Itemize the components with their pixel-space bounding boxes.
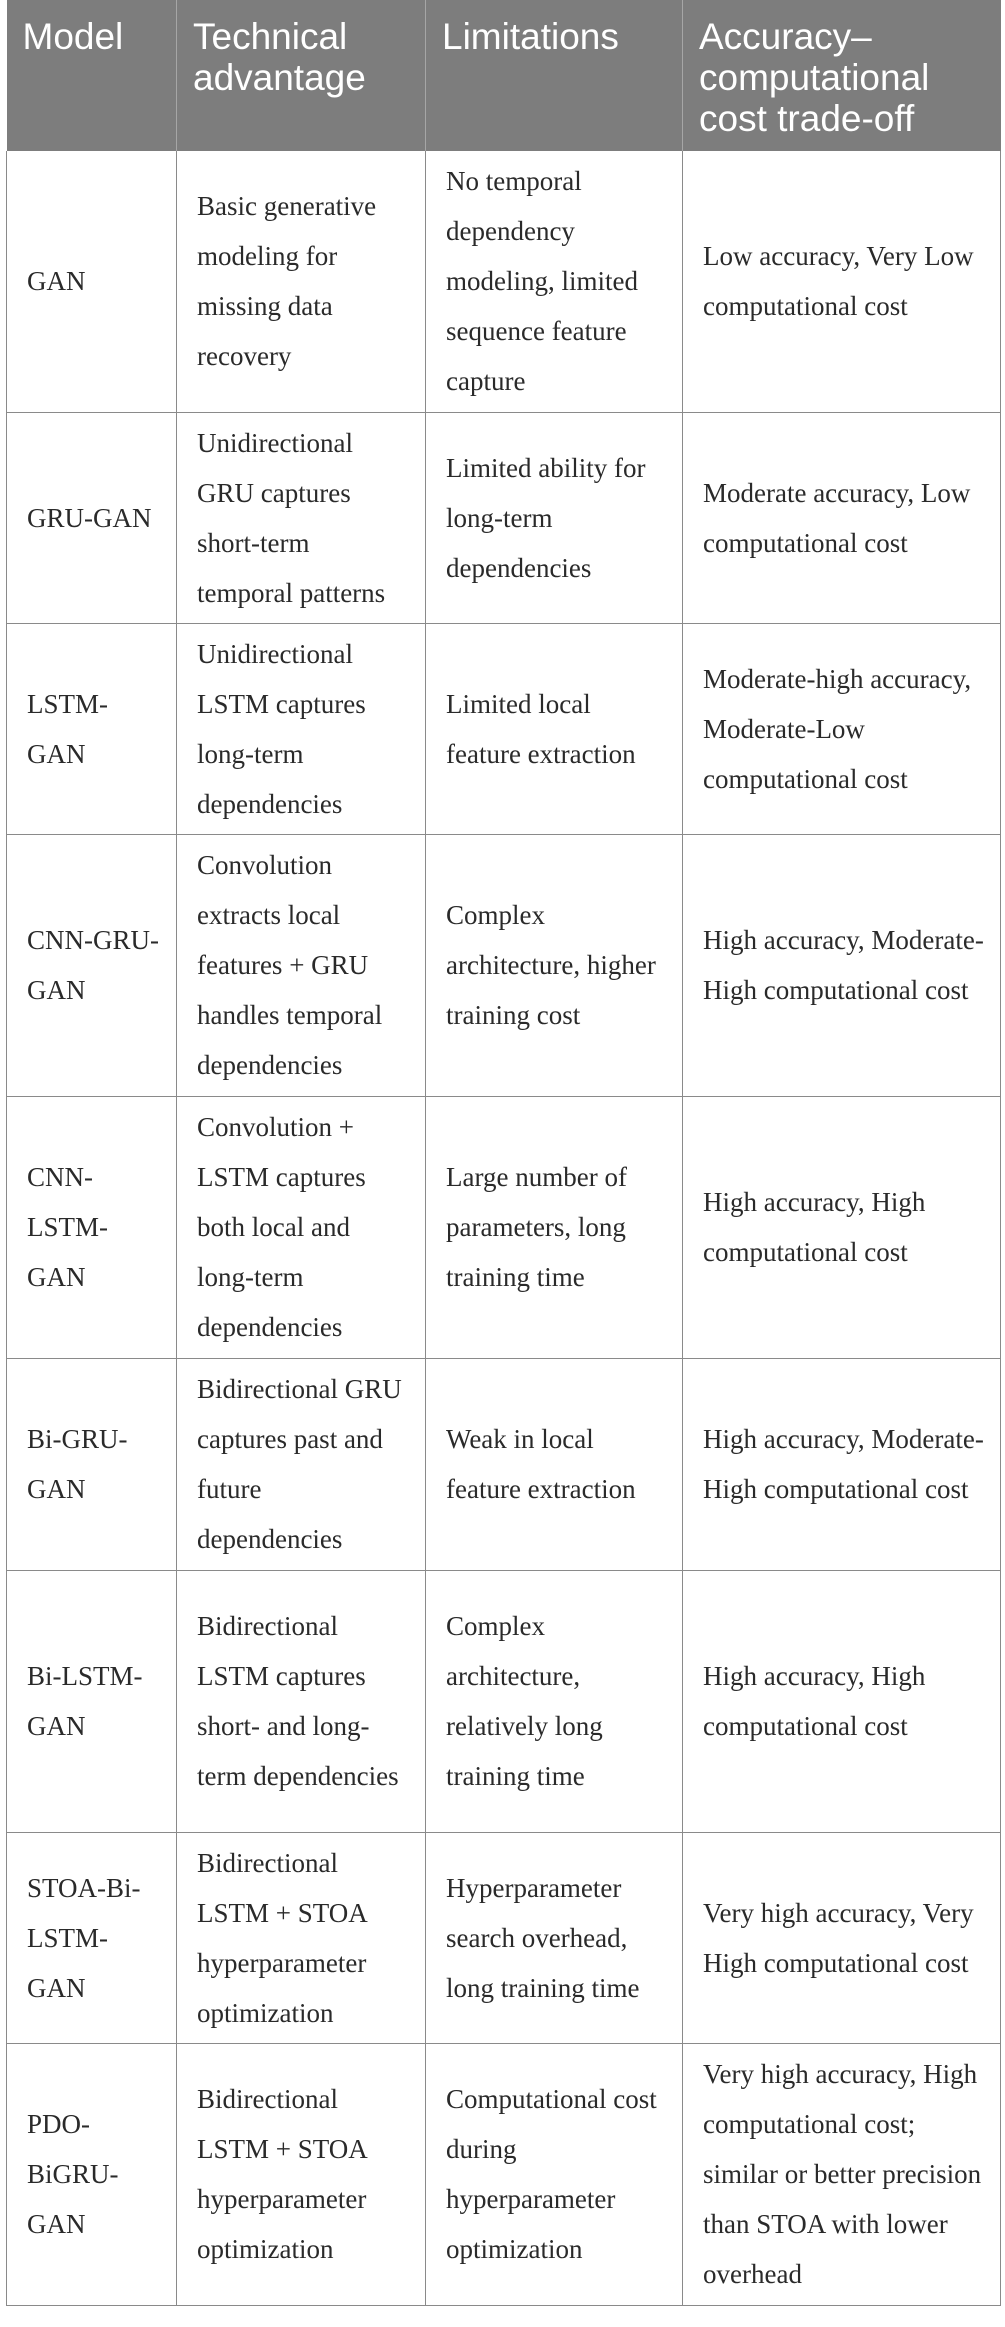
cell-model: CNN-LSTM-GAN	[7, 1096, 177, 1358]
cell-model: LSTM-GAN	[7, 623, 177, 834]
cell-model: CNN-GRU-GAN	[7, 834, 177, 1096]
cell-model: PDO-BiGRU-GAN	[7, 2043, 177, 2305]
table-row	[7, 623, 1001, 834]
cell-tradeoff: High accuracy, High computational cost	[683, 1096, 1001, 1358]
cell-model: STOA-Bi-LSTM-GAN	[7, 1832, 177, 2043]
comparison-table	[6, 0, 1001, 2306]
header-row	[7, 0, 1001, 151]
cell-tradeoff: High accuracy, Moderate-High computational cost	[683, 1358, 1001, 1570]
cell-limitations: Complex architecture, higher training cost	[426, 834, 683, 1096]
cell-model: Bi-LSTM-GAN	[7, 1570, 177, 1832]
cell-limitations: Complex architecture, relatively long training time	[426, 1570, 683, 1832]
cell-tradeoff: Very high accuracy, High computational cost; similar or better precision than STOA with lower overhead	[683, 2043, 1001, 2305]
cell-limitations: Limited ability for long-term dependencies	[426, 412, 683, 623]
cell-advantage: Bidirectional LSTM captures short- and long-term dependencies	[177, 1570, 426, 1832]
cell-tradeoff: Low accuracy, Very Low computational cost	[683, 151, 1001, 412]
cell-limitations: Large number of parameters, long training time	[426, 1096, 683, 1358]
cell-advantage: Unidirectional GRU captures short-term temporal patterns	[177, 412, 426, 623]
cell-tradeoff: High accuracy, High computational cost	[683, 1570, 1001, 1832]
cell-tradeoff: High accuracy, Moderate-High computational cost	[683, 834, 1001, 1096]
header-limitations: Limitations	[426, 0, 683, 151]
cell-advantage: Bidirectional LSTM + STOA hyperparameter optimization	[177, 2043, 426, 2305]
cell-limitations: Hyperparameter search overhead, long training time	[426, 1832, 683, 2043]
cell-model: GAN	[7, 151, 177, 412]
cell-advantage: Bidirectional LSTM + STOA hyperparameter optimization	[177, 1832, 426, 2043]
header-model: Model	[7, 0, 177, 151]
table-row	[7, 1358, 1001, 1570]
header-technical-advantage: Technical advantage	[177, 0, 426, 151]
table-row	[7, 834, 1001, 1096]
cell-tradeoff: Moderate accuracy, Low computational cost	[683, 412, 1001, 623]
cell-tradeoff: Very high accuracy, Very High computational cost	[683, 1832, 1001, 2043]
cell-limitations: Limited local feature extraction	[426, 623, 683, 834]
table-row	[7, 412, 1001, 623]
cell-advantage: Convolution + LSTM captures both local and long-term dependencies	[177, 1096, 426, 1358]
table-row	[7, 1832, 1001, 2043]
cell-advantage: Convolution extracts local features + GRU handles temporal dependencies	[177, 834, 426, 1096]
cell-advantage: Unidirectional LSTM captures long-term dependencies	[177, 623, 426, 834]
cell-tradeoff: Moderate-high accuracy, Moderate-Low computational cost	[683, 623, 1001, 834]
cell-advantage: Bidirectional GRU captures past and future dependencies	[177, 1358, 426, 1570]
table-row	[7, 1096, 1001, 1358]
cell-model: GRU-GAN	[7, 412, 177, 623]
cell-limitations: No temporal dependency modeling, limited sequence feature capture	[426, 151, 683, 412]
cell-model: Bi-GRU-GAN	[7, 1358, 177, 1570]
cell-limitations: Weak in local feature extraction	[426, 1358, 683, 1570]
cell-limitations: Computational cost during hyperparameter optimization	[426, 2043, 683, 2305]
cell-advantage: Basic generative modeling for missing data recovery	[177, 151, 426, 412]
header-tradeoff: Accuracy–computational cost trade-off	[683, 0, 1001, 151]
table-row	[7, 151, 1001, 412]
table-row	[7, 1570, 1001, 1832]
table-row	[7, 2043, 1001, 2305]
